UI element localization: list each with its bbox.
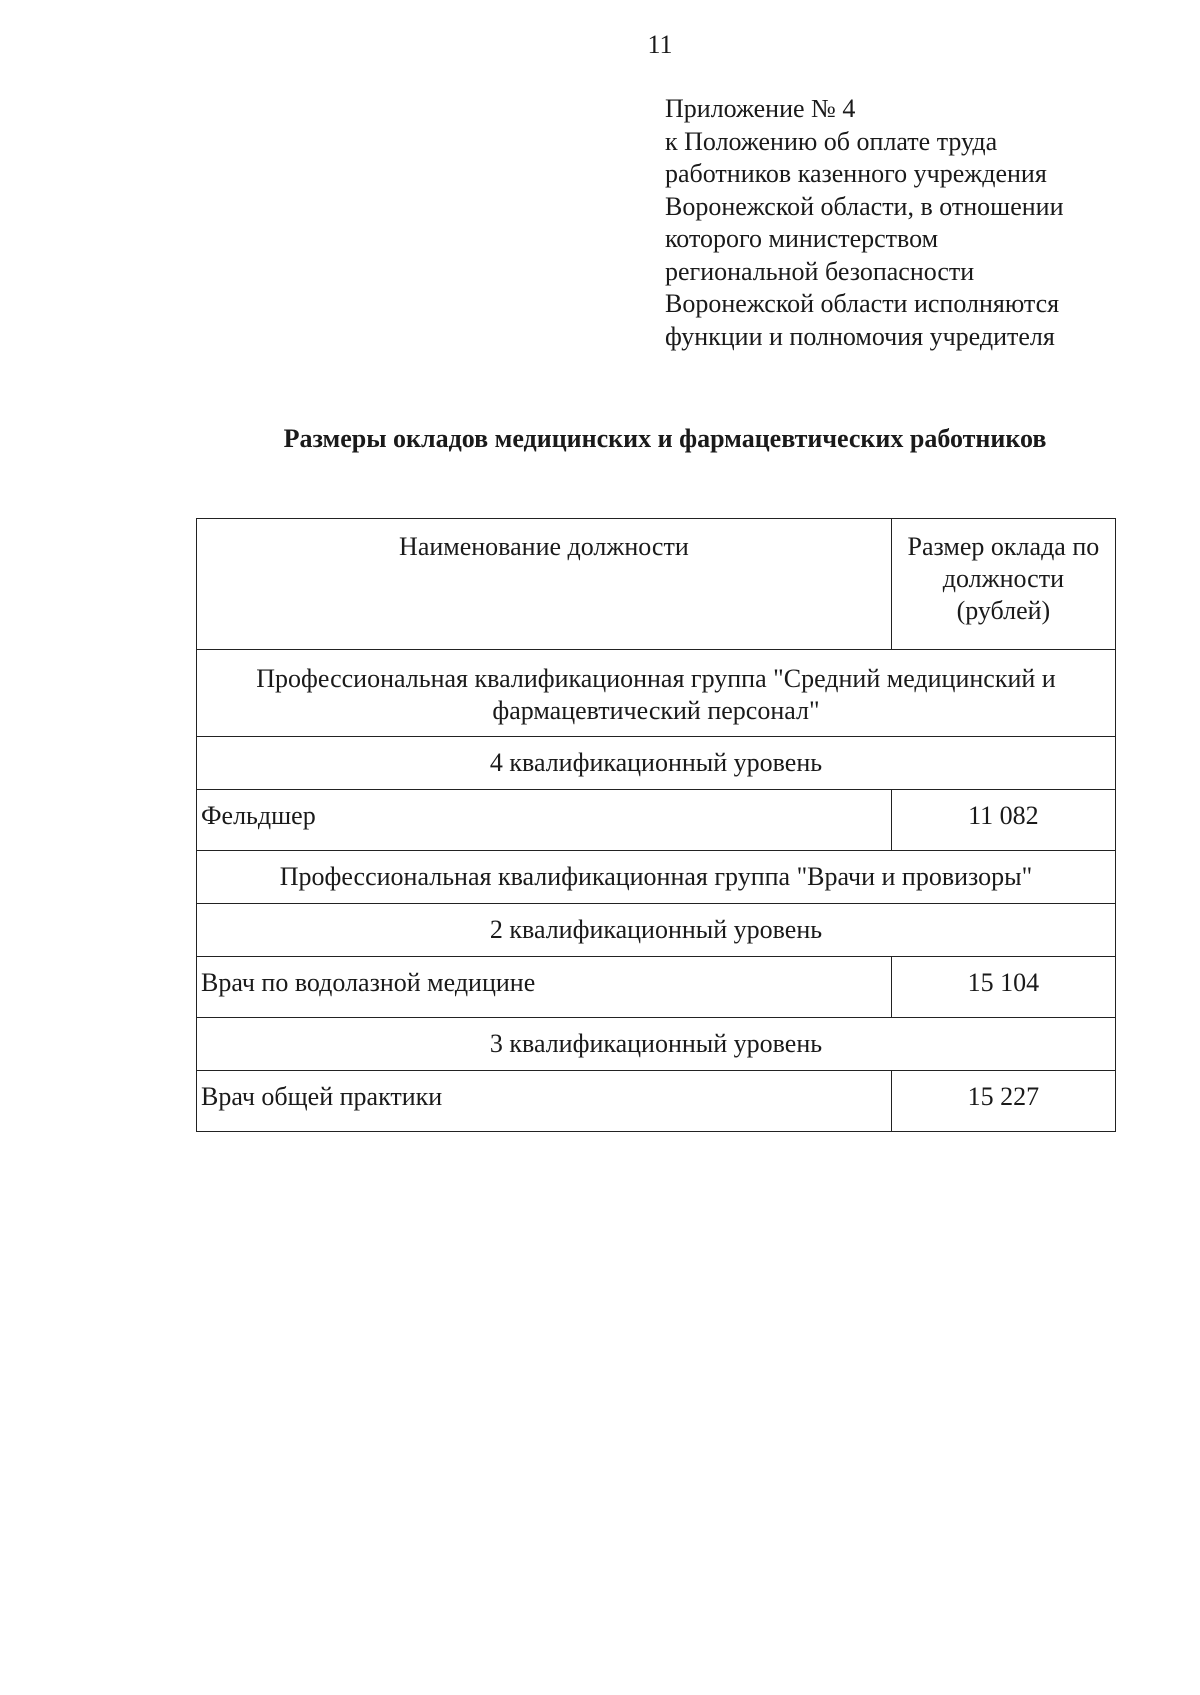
- level-row: [197, 737, 1116, 790]
- appendix-line: работников казенного учреждения: [665, 159, 1047, 188]
- appendix-line: Воронежской области, в отношении: [665, 191, 1064, 221]
- position-name: Фельдшер: [197, 790, 892, 851]
- level-title: 2 квалификационный уровень: [197, 904, 1116, 957]
- position-name: Врач общей практики: [197, 1071, 892, 1132]
- appendix-line: которого министерством: [665, 224, 939, 253]
- table-row: [197, 1071, 1116, 1132]
- position-salary: 11 082: [891, 790, 1115, 851]
- group-title: Профессиональная квалификационная группа "Средний медицинский и фармацевтический персонал": [197, 650, 1116, 737]
- page-number: 11: [647, 30, 673, 59]
- appendix-line: региональной безопасности: [665, 256, 975, 286]
- position-name: Врач по водолазной медицине: [197, 957, 892, 1018]
- salary-table: [196, 518, 1116, 1132]
- level-title: 3 квалификационный уровень: [197, 1018, 1116, 1071]
- table-row: [197, 957, 1116, 1018]
- document-title: Размеры окладов медицинских и фармацевтических работников: [283, 424, 1047, 453]
- appendix-line: функции и полномочия учредителя: [665, 321, 1055, 351]
- level-title: 4 квалификационный уровень: [197, 737, 1116, 790]
- position-salary: 15 104: [891, 957, 1115, 1018]
- group-row: [197, 851, 1116, 904]
- header-position-name: Наименование должности: [197, 519, 892, 650]
- appendix-line: к Положению об оплате труда: [665, 126, 998, 156]
- appendix-line: Воронежской области исполняются: [665, 289, 1060, 318]
- table-row: [197, 790, 1116, 851]
- group-row: [197, 650, 1116, 737]
- table-header-row: [197, 519, 1116, 650]
- level-row: [197, 904, 1116, 957]
- header-salary: Размер оклада по должности (рублей): [891, 519, 1115, 650]
- group-title: Профессиональная квалификационная группа "Врачи и провизоры": [197, 851, 1116, 904]
- appendix-note: [665, 93, 1185, 353]
- appendix-line: Приложение № 4: [665, 94, 856, 123]
- position-salary: 15 227: [891, 1071, 1115, 1132]
- level-row: [197, 1018, 1116, 1071]
